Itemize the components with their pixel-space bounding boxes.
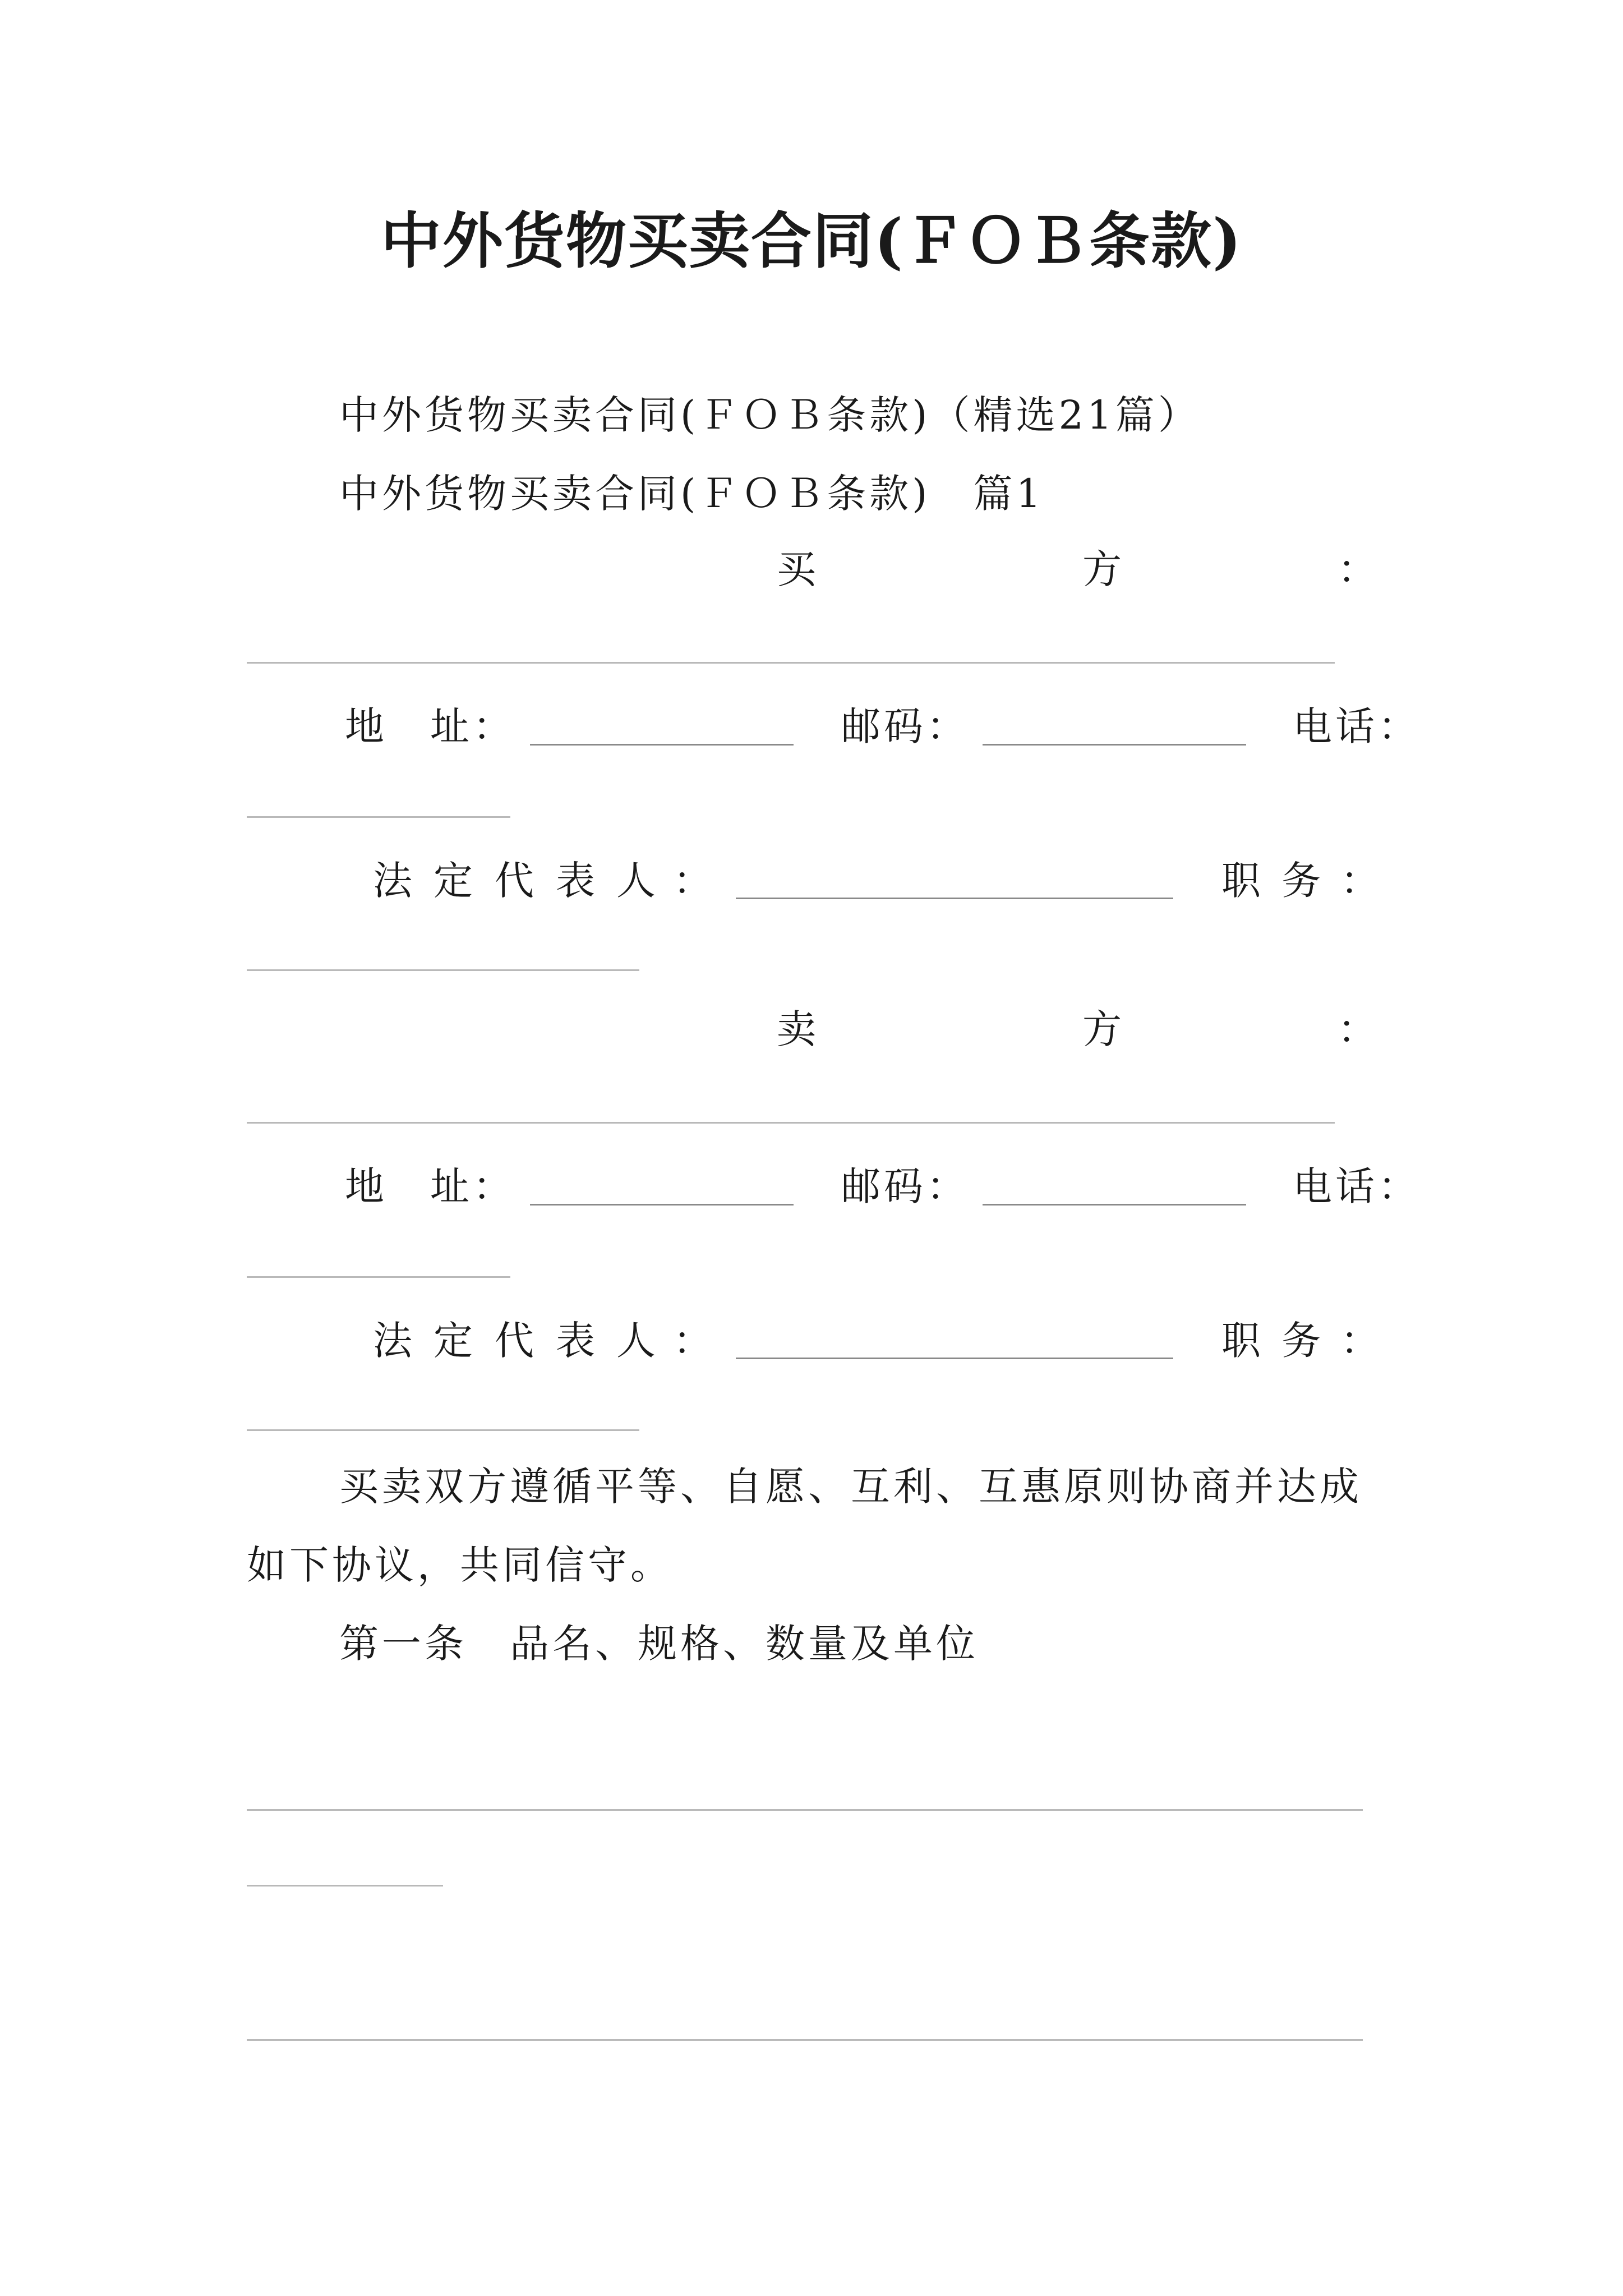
- agreement-paragraph-line-1: 买卖双方遵循平等、自愿、互利、互惠原则协商并达成: [339, 1464, 1362, 1510]
- seller-phone-label: 电话：: [1293, 1163, 1421, 1209]
- seller-name-field[interactable]: [247, 1122, 1335, 1124]
- seller-rep-char-5: 人: [616, 1318, 656, 1364]
- article-1-blank-line-1[interactable]: [247, 1809, 1363, 1811]
- seller-rep-char-1: 法: [373, 1318, 412, 1364]
- buyer-rep-char-2: 定: [434, 858, 473, 904]
- buyer-rep-char-5: 人: [616, 858, 656, 904]
- document-subtitle: 中外货物买卖合同(ＦＯＢ条款)（精选21篇）: [339, 392, 1201, 438]
- seller-address-label: 地 址：: [345, 1163, 515, 1209]
- seller-address-field[interactable]: [530, 1204, 794, 1205]
- seller-rep-char-4: 表: [556, 1318, 595, 1364]
- article-1-blank-line-2[interactable]: [247, 1885, 443, 1887]
- seller-postcode-field[interactable]: [983, 1204, 1246, 1205]
- seller-rep-char-3: 代: [495, 1318, 534, 1364]
- buyer-address-label: 地 址：: [345, 703, 515, 749]
- seller-rep-char-2: 定: [434, 1318, 473, 1364]
- seller-label-char-1: 卖: [777, 1006, 816, 1052]
- buyer-postcode-field[interactable]: [983, 744, 1246, 746]
- seller-rep-colon: ：: [673, 1318, 712, 1364]
- buyer-label-char-1: 买: [777, 546, 816, 592]
- buyer-position-char-1: 职: [1221, 858, 1261, 904]
- seller-position-field[interactable]: [247, 1429, 639, 1431]
- seller-phone-field[interactable]: [247, 1276, 510, 1278]
- document-title: 中外货物买卖合同(ＦＯＢ条款): [380, 206, 1243, 277]
- article-1-heading: 第一条 品名、规格、数量及单位: [339, 1621, 979, 1667]
- buyer-phone-field[interactable]: [247, 816, 510, 818]
- article-1-blank-line-3[interactable]: [247, 2039, 1363, 2041]
- seller-position-char-1: 职: [1221, 1318, 1261, 1364]
- buyer-position-colon: ：: [1340, 858, 1380, 904]
- buyer-name-field[interactable]: [247, 662, 1335, 664]
- seller-position-colon: ：: [1340, 1318, 1380, 1364]
- seller-label-char-2: 方: [1082, 1006, 1122, 1052]
- buyer-position-char-2: 务: [1281, 858, 1321, 904]
- buyer-rep-char-4: 表: [556, 858, 595, 904]
- buyer-rep-colon: ：: [673, 858, 712, 904]
- buyer-phone-label: 电话：: [1293, 703, 1421, 749]
- buyer-position-field[interactable]: [247, 969, 639, 971]
- buyer-rep-char-3: 代: [495, 858, 534, 904]
- buyer-postcode-label: 邮码：: [841, 703, 969, 749]
- buyer-label-colon: ：: [1338, 546, 1377, 592]
- seller-representative-field[interactable]: [736, 1358, 1173, 1359]
- buyer-representative-field[interactable]: [736, 898, 1173, 899]
- buyer-rep-char-1: 法: [373, 858, 412, 904]
- buyer-label-char-2: 方: [1082, 546, 1122, 592]
- seller-position-char-2: 务: [1281, 1318, 1321, 1364]
- seller-postcode-label: 邮码：: [841, 1163, 969, 1209]
- buyer-address-field[interactable]: [530, 744, 794, 746]
- seller-label-colon: ：: [1338, 1006, 1377, 1052]
- agreement-paragraph-line-2: 如下协议，共同信守。: [247, 1542, 673, 1588]
- section-heading: 中外货物买卖合同(ＦＯＢ条款) 篇1: [339, 471, 1045, 517]
